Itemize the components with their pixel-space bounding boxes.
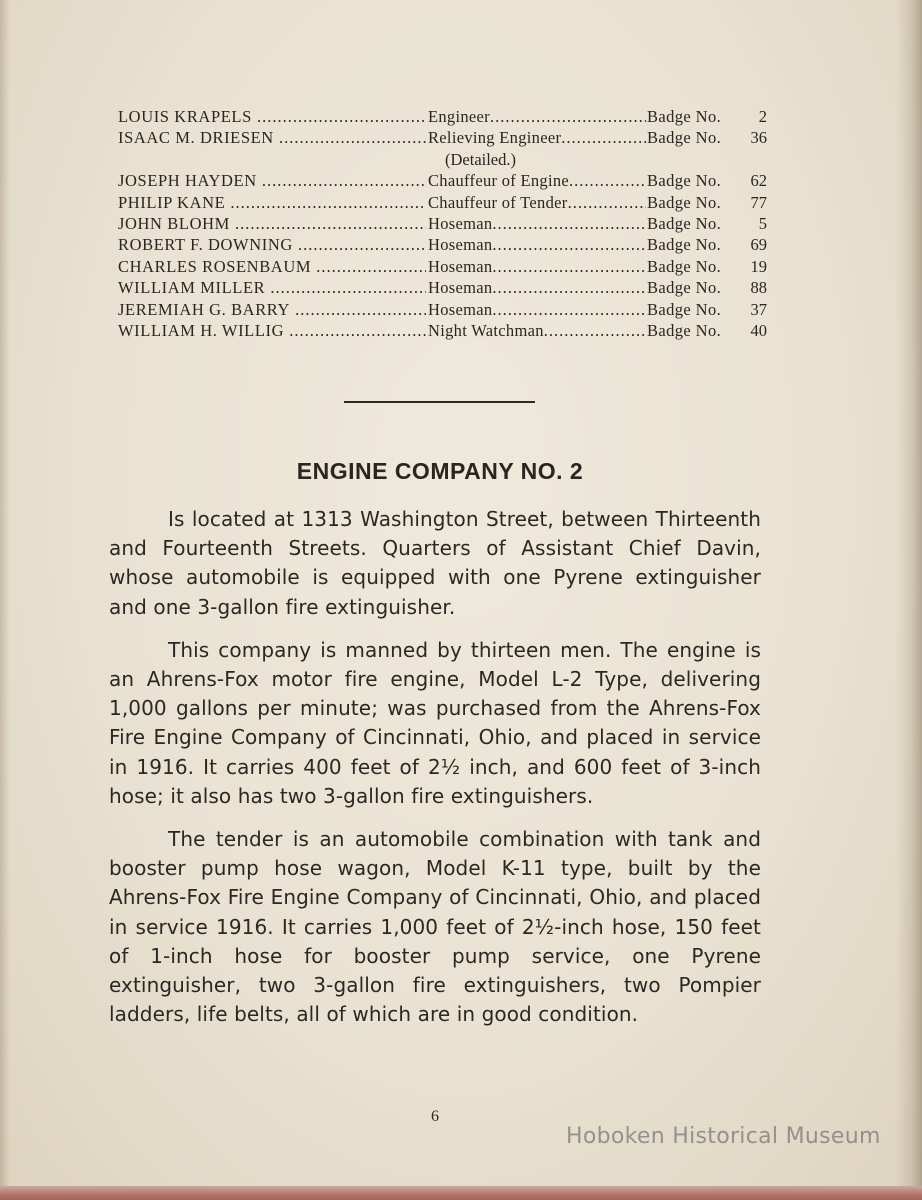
roster-row — [118, 256, 770, 277]
roster-badge-label: Badge No. — [647, 192, 722, 212]
section-divider — [344, 401, 535, 403]
roster-badge-number: 40 — [750, 320, 767, 340]
roster-name: ISAAC M. DRIESEN ..... — [118, 127, 426, 148]
roster-row — [118, 277, 770, 298]
roster-badge-number: 62 — [750, 171, 767, 191]
roster-badge-number: 77 — [750, 192, 767, 212]
roster-badge-label: Badge No. — [647, 278, 722, 298]
roster-name: CHARLES ROSENBAUM ..... — [118, 256, 426, 277]
section-heading: ENGINE COMPANY NO. 2 — [296, 458, 584, 484]
roster-role: Chauffeur of Engine ..... — [428, 170, 646, 191]
cover-edge-bottom — [0, 1186, 922, 1200]
roster-badge-number: 88 — [750, 278, 767, 298]
page-shadow-left — [0, 0, 10, 1200]
roster-row — [118, 234, 770, 255]
body-paragraph: The tender is an automobile combination with tank and booster pump hose wagon, Model K-11 type, built by the Ahrens-Fox Fire Engine Company of Cincinnati, Ohio, and placed in service 1916. It carries 1,000 feet of 2½-inch hose, 150 feet of 1-inch hose for booster pump service, one Pyrene extinguisher, two 3-gallon fire extinguishers, two Pompier ladders, life belts, all of which are in good condition. — [109, 827, 761, 1027]
roster-badge-number: 5 — [758, 213, 767, 233]
roster-role: Hoseman ..... — [428, 234, 646, 255]
roster-note: (Detailed.) — [445, 149, 517, 169]
roster-name: LOUIS KRAPELS ..... — [118, 106, 426, 127]
roster-row — [118, 320, 770, 341]
roster-badge-number: 69 — [750, 235, 767, 255]
roster-badge-label: Badge No. — [647, 320, 722, 340]
roster-name: WILLIAM MILLER ..... — [118, 277, 426, 298]
roster-role: Hoseman ..... — [428, 277, 646, 298]
roster-row — [118, 170, 770, 191]
roster-badge-label: Badge No. — [647, 171, 722, 191]
roster-row — [118, 106, 770, 127]
roster-role: Hoseman ..... — [428, 299, 646, 320]
roster-name: PHILIP KANE ..... — [118, 192, 426, 213]
roster-name: JEREMIAH G. BARRY ..... — [118, 299, 426, 320]
roster-badge-number: 19 — [750, 256, 767, 276]
roster-role: Relieving Engineer ..... — [428, 127, 646, 148]
roster-role: Chauffeur of Tender ..... — [428, 192, 646, 213]
roster-name: ROBERT F. DOWNING ..... — [118, 234, 426, 255]
roster-row — [118, 192, 770, 213]
roster-badge-number: 37 — [750, 299, 767, 319]
roster-role: Hoseman ..... — [428, 213, 646, 234]
section-body — [109, 505, 761, 1043]
roster-name: WILLIAM H. WILLIG ..... — [118, 320, 426, 341]
roster-row — [118, 299, 770, 320]
roster-badge-number: 2 — [758, 107, 767, 126]
body-paragraph: Is located at 1313 Washington Street, between Thirteenth and Fourteenth Streets. Quarters of Assistant Chief Davin, whose automobile is equipped with one Pyrene extinguisher and one 3-gallon fire extinguisher. — [109, 507, 761, 619]
roster-badge-label: Badge No. — [647, 256, 722, 276]
roster-badge-label: Badge No. — [647, 213, 722, 233]
roster-badge-label: Badge No. — [647, 107, 722, 126]
roster-badge-label: Badge No. — [647, 235, 722, 255]
roster-list — [118, 106, 770, 341]
roster-role: Night Watchman ..... — [428, 320, 646, 341]
roster-row — [118, 213, 770, 234]
roster-name: JOHN BLOHM ..... — [118, 213, 426, 234]
page-number: 6 — [431, 1108, 439, 1125]
body-paragraph: This company is manned by thirteen men. The engine is an Ahrens-Fox motor fire engine, Model L-2 Type, delivering 1,000 gallons per minute; was purchased from the Ahrens-Fox Fire Engine Company of Cincinnati, Ohio, and placed in service in 1916. It carries 400 feet of 2½ inch, and 600 feet of 3-inch hose; it also has two 3-gallon fire extinguishers. — [109, 637, 761, 808]
roster-badge-label: Badge No. — [647, 128, 722, 148]
roster-badge-number: 36 — [750, 128, 767, 148]
museum-watermark: Hoboken Historical Museum — [566, 1124, 881, 1149]
page-shadow-right — [896, 0, 922, 1200]
roster-role: Hoseman ..... — [428, 256, 646, 277]
roster-name: JOSEPH HAYDEN ..... — [118, 170, 426, 191]
roster-badge-label: Badge No. — [647, 299, 722, 319]
roster-role: Engineer ..... — [428, 106, 646, 127]
roster-row — [118, 127, 770, 148]
